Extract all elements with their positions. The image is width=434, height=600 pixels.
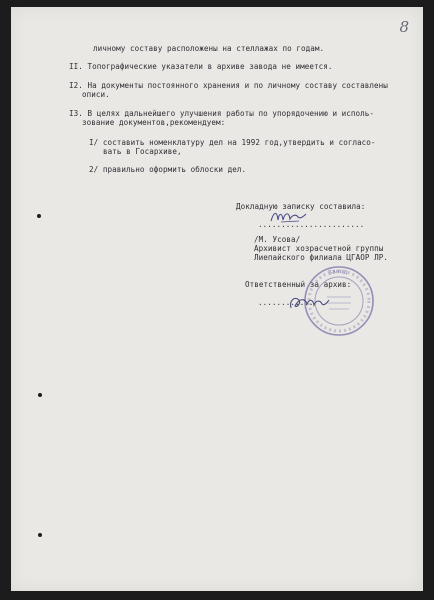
document-page xyxy=(11,7,423,591)
responsible-label: Ответственный за архив: xyxy=(245,280,352,289)
signer-position-line1: Архивист хозрасчетной группы xyxy=(254,244,384,253)
signer-name: /М. Усова/ xyxy=(254,235,301,244)
recommendation-2: 2/ правильно оформить облоски дел. xyxy=(89,165,247,174)
paragraph-13-line2: зование документов,рекомендуем: xyxy=(82,118,226,127)
recommendation-1-line2: вать в Госархиве, xyxy=(103,147,182,156)
paragraph-13-line1: I3. В целях дальнейшего улучшения работы по упорядочению и исполь- xyxy=(69,109,375,118)
recommendation-1-line1: I/ составить номенклатуру дел на 1992 год,утвердить и согласо- xyxy=(89,138,376,147)
punch-hole xyxy=(38,533,42,537)
paragraph-12-line2: описи. xyxy=(82,90,110,99)
page-number: 8 xyxy=(399,18,409,36)
responsible-dots: ............ xyxy=(258,298,314,307)
signer-position-line2: Лиепайского филиала ЦГАОР ЛР. xyxy=(254,253,389,262)
paragraph-12-line1: I2. На документы постоянного хранения и по личному составу составлены xyxy=(69,81,388,90)
punch-hole xyxy=(37,214,41,218)
handwritten-signature-responsible xyxy=(287,294,331,314)
stamp-text: Завод xyxy=(327,267,349,277)
svg-text:Завод xyxy=(327,268,348,277)
compiled-by-label: Докладную записку составила: xyxy=(236,202,366,211)
text-line-staff-shelves: личному составу расположены на стеллажах по годам. xyxy=(93,44,325,53)
signature-dots: ....................... xyxy=(258,220,365,229)
paragraph-11: II. Топографические указатели в архиве завода не имеется. xyxy=(69,62,333,71)
punch-hole xyxy=(38,393,42,397)
